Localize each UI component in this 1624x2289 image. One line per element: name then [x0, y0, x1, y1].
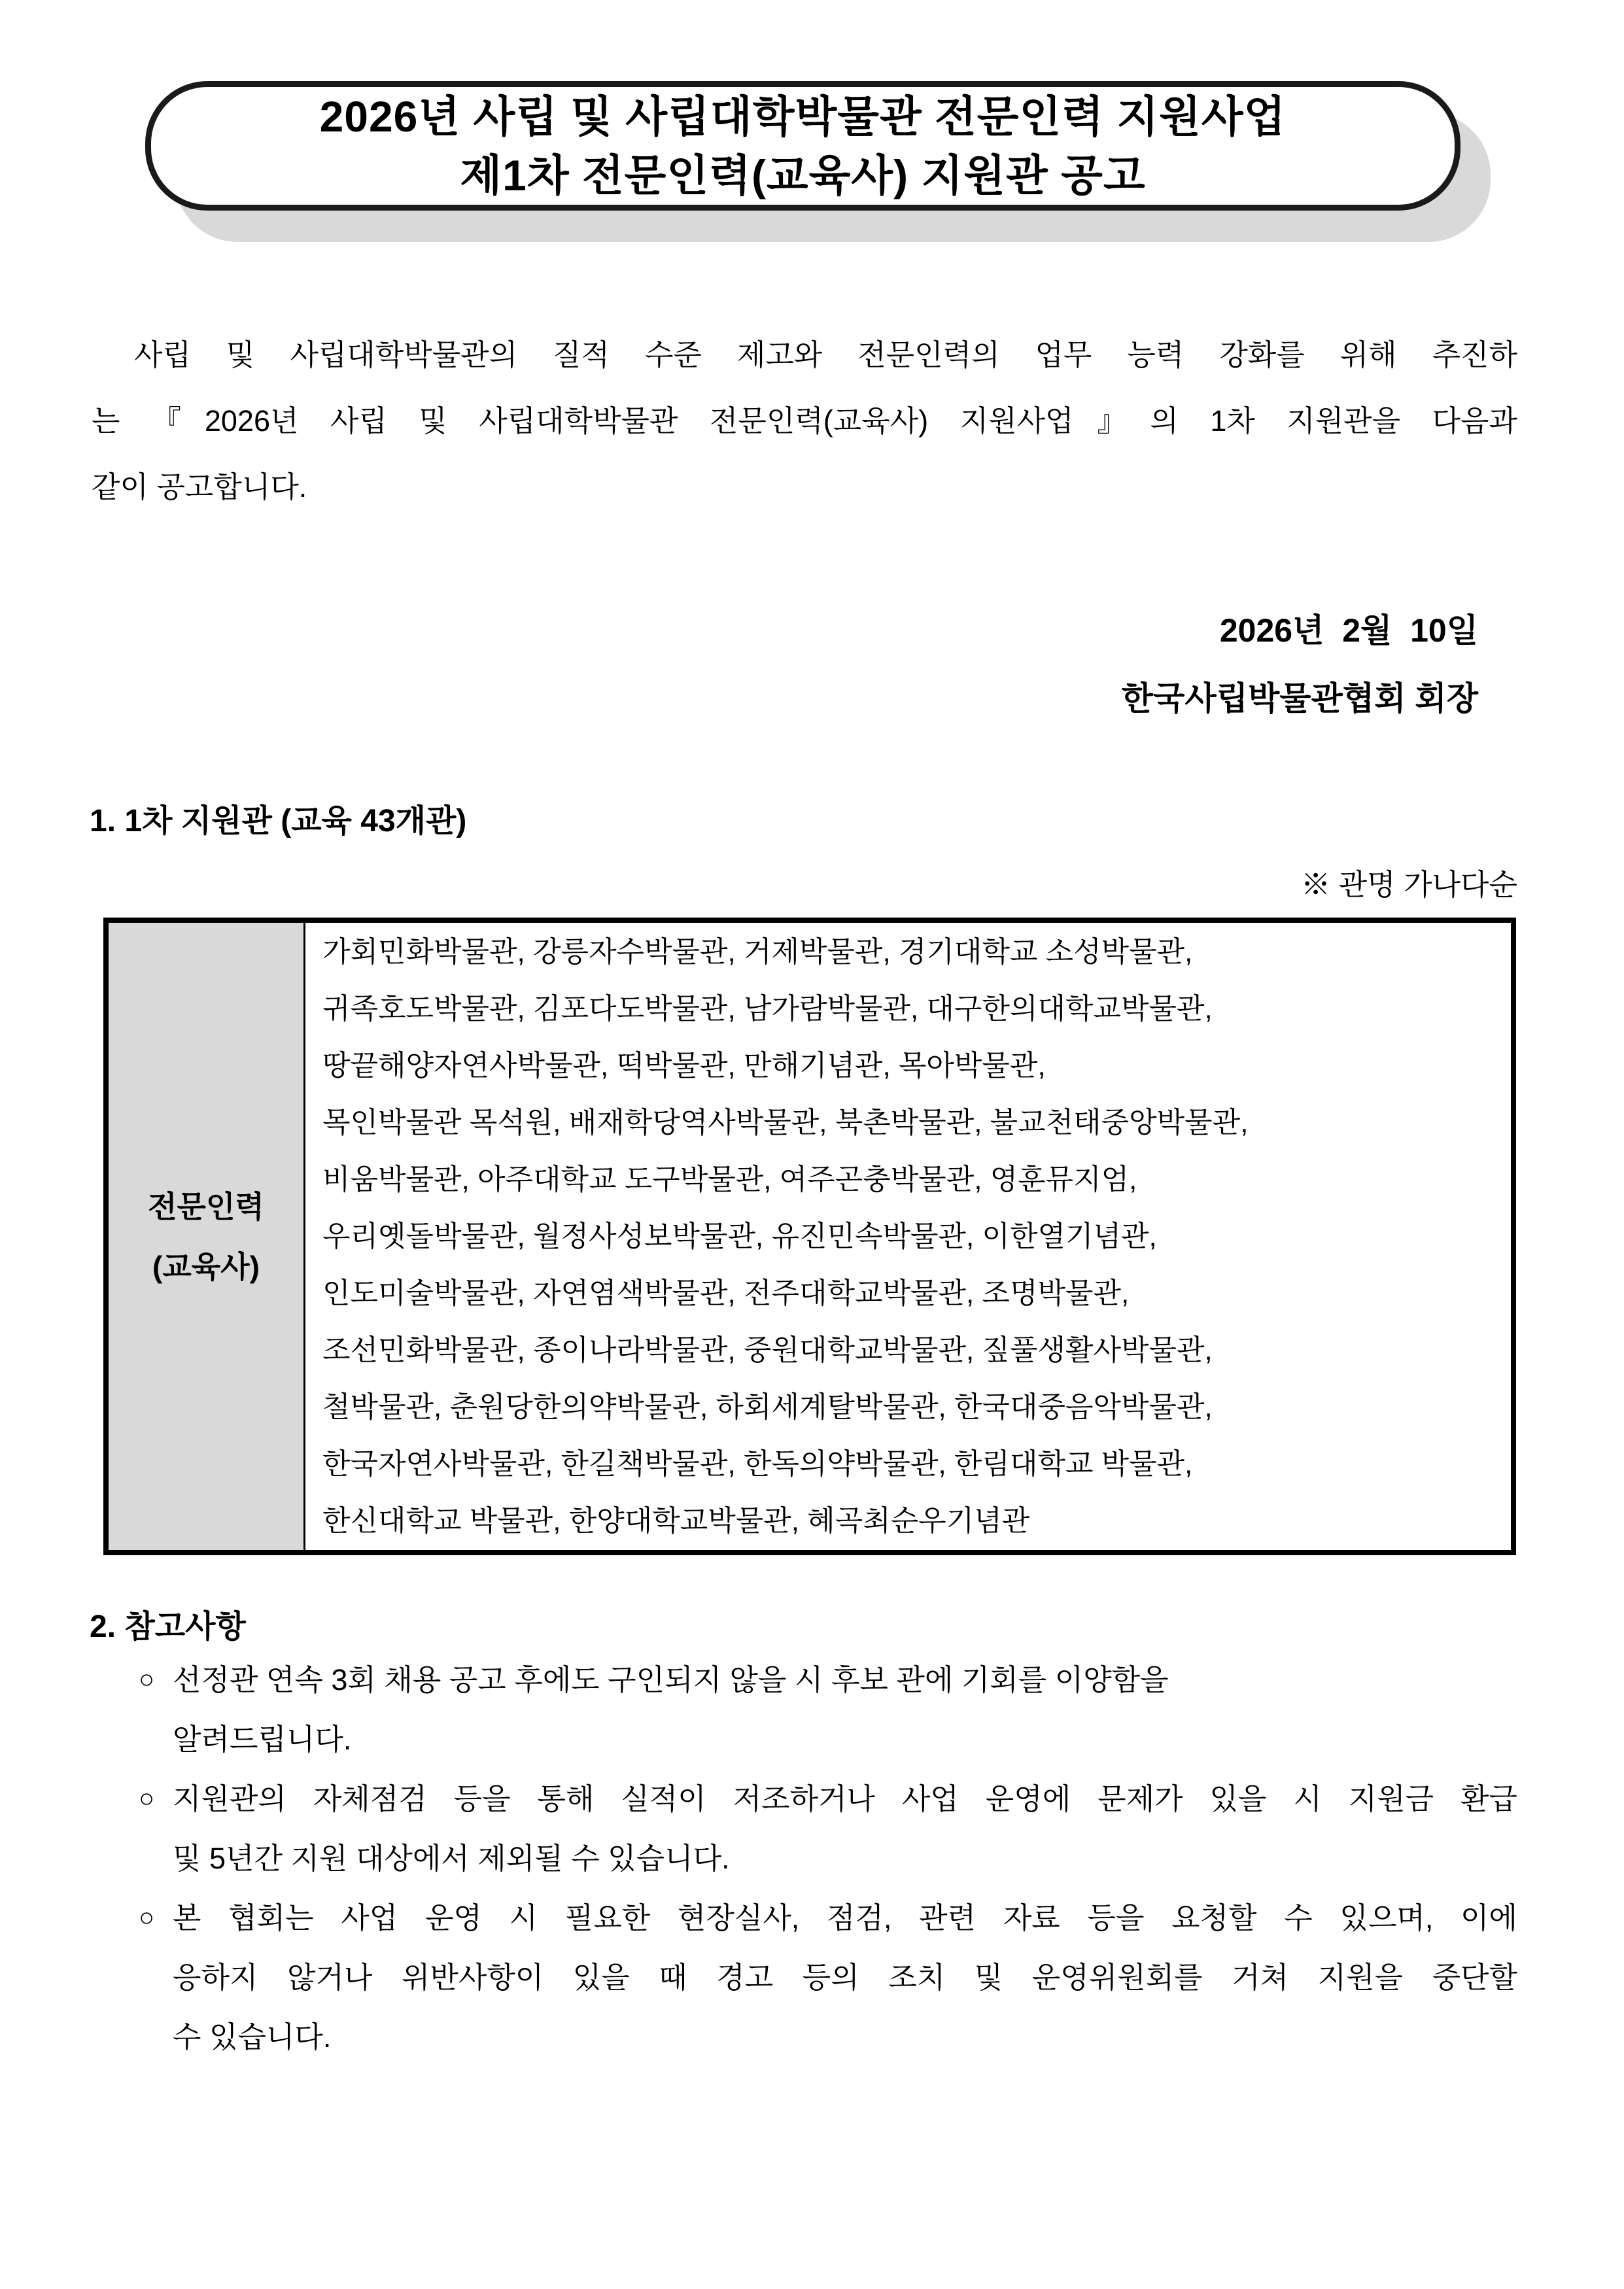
note-item [92, 1888, 1517, 2067]
intro-line: 같이 공고합니다. [92, 470, 307, 504]
museum-line: 가회민화박물관, 강릉자수박물관, 거제박물관, 경기대학교 소성박물관, [322, 936, 1193, 968]
note-line: 선정관 연속 3회 채용 공고 후에도 구인되지 않을 시 후보 관에 기회를 이양함을 [173, 1663, 1169, 1696]
note-line: 본 협회는 사업 운영 시 필요한 현장실사, 점검, 관련 자료 등을 요청할 수 있으며, 이에 [173, 1901, 1517, 1935]
date-signature-block [92, 596, 1517, 732]
intro-line: 는 『2026년 사립 및 사립대학박물관 전문인력(교육사) 지원사업』의 1차 지원관을 다음과 [92, 404, 1517, 438]
notes-list [92, 1650, 1517, 2067]
museum-line: 귀족호도박물관, 김포다도박물관, 남가람박물관, 대구한의대학교박물관, [322, 993, 1213, 1025]
bullet-marker: ○ [139, 1665, 155, 1694]
note-item [92, 1769, 1517, 1888]
museum-line: 한국자연사박물관, 한길책박물관, 한독의약박물관, 한림대학교 박물관, [322, 1448, 1193, 1480]
row-header-cell [109, 923, 305, 1550]
museum-line: 조선민화박물관, 종이나라박물관, 중원대학교박물관, 짚풀생활사박물관, [322, 1334, 1213, 1366]
document-title-line2: 제1차 전문인력(교육사) 지원관 공고 [460, 151, 1146, 199]
museum-line: 철박물관, 춘원당한의약박물관, 하회세계탈박물관, 한국대중음악박물관, [322, 1391, 1213, 1423]
issuer-signature: 한국사립박물관협회 회장 [1121, 680, 1478, 717]
museum-line: 비움박물관, 아주대학교 도구박물관, 여주곤충박물관, 영훈뮤지엄, [322, 1163, 1137, 1196]
museum-line: 땅끝해양자연사박물관, 떡박물관, 만해기념관, 목아박물관, [322, 1050, 1046, 1082]
note-text [173, 1888, 1517, 2067]
museum-line: 우리옛돌박물관, 월정사성보박물관, 유진민속박물관, 이한열기념관, [322, 1220, 1157, 1252]
note-line: 응하지 않거나 위반사항이 있을 때 경고 등의 조치 및 운영위원회를 거쳐 지원을 중단할 [173, 1961, 1517, 1994]
note-text [173, 1650, 1517, 1769]
title-banner [145, 81, 1460, 211]
museum-list-cell [305, 923, 1511, 1550]
museum-line: 한신대학교 박물관, 한양대학교박물관, 혜곡최순우기념관 [322, 1505, 1030, 1537]
museum-line: 목인박물관 목석원, 배재학당역사박물관, 북촌박물관, 불교천태중앙박물관, [322, 1107, 1249, 1139]
section2-heading: 2. 참고사항 [90, 1609, 246, 1644]
announcement-date: 2026년 2월 10일 [1219, 612, 1478, 649]
section1-heading: 1. 1차 지원관 (교육 43개관) [90, 804, 467, 838]
bullet-marker: ○ [139, 1903, 155, 1932]
bullet-marker: ○ [139, 1784, 155, 1813]
note-line: 지원관의 자체점검 등을 통해 실적이 저조하거나 사업 운영에 문제가 있을 시 지원금 환급 [173, 1782, 1517, 1816]
name-order-note: ※ 관명 가나다순 [1301, 868, 1517, 901]
note-line: 알려드립니다. [173, 1723, 352, 1756]
note-line: 수 있습니다. [173, 2020, 332, 2054]
row-header-line2: (교육사) [152, 1249, 260, 1284]
note-text [173, 1769, 1517, 1888]
note-line: 및 5년간 지원 대상에서 제외될 수 있습니다. [173, 1842, 730, 1875]
intro-line: 사립 및 사립대학박물관의 질적 수준 제고와 전문인력의 업무 능력 강화를 위해 추진하 [134, 338, 1517, 371]
document-title-line1: 2026년 사립 및 사립대학박물관 전문인력 지원사업 [319, 92, 1287, 141]
museum-line: 인도미술박물관, 자연염색박물관, 전주대학교박물관, 조명박물관, [322, 1277, 1130, 1309]
supported-museums-table [103, 918, 1516, 1555]
row-header-line1: 전문인력 [148, 1189, 264, 1224]
intro-paragraph [92, 322, 1517, 520]
note-item [92, 1650, 1517, 1769]
